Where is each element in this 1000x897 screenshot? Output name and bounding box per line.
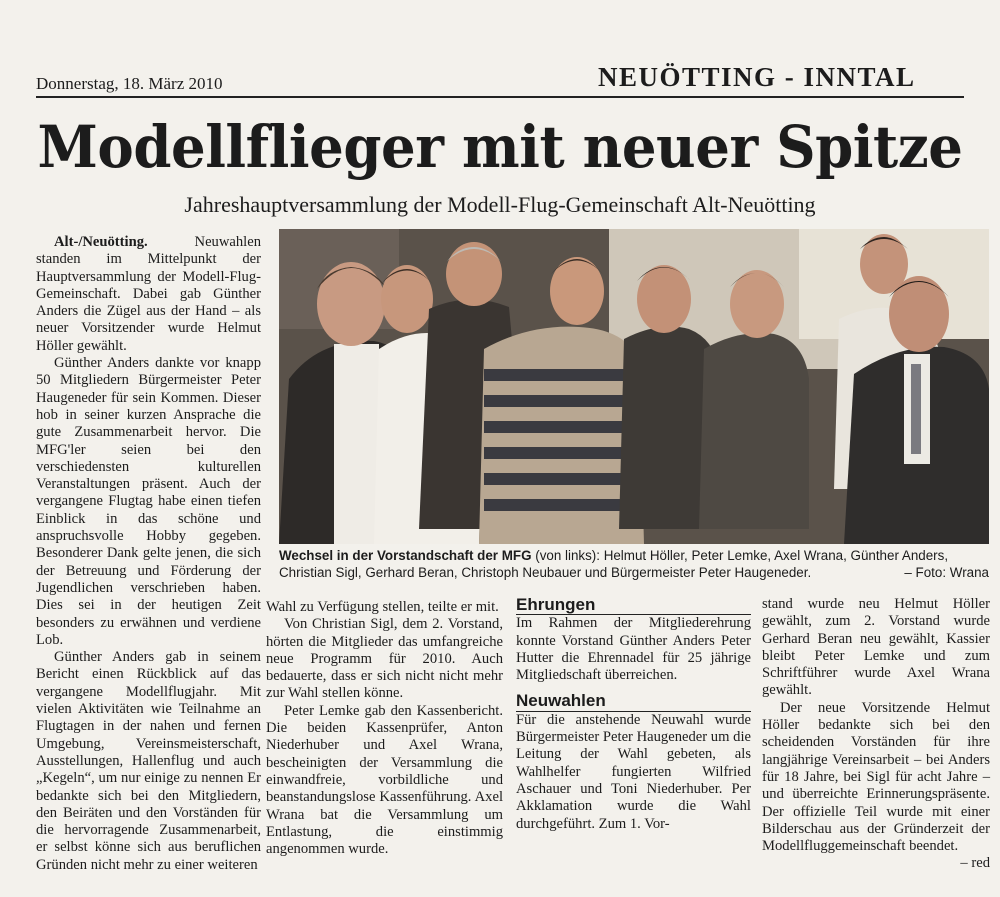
paragraph: Im Rahmen der Mitgliederehrung konnte Vorstand Günther Anders Peter Hutter die Ehrennadel für 25 jährige Mitgliedschaft überreichen. [516, 615, 751, 684]
paragraph: stand wurde neu Helmut Höller gewählt, zum 2. Vorstand wurde Gerhard Beran neu gewählt, Kassier bleibt Peter Lemke und zum Schriftführer wurde Axel Wrana gewählt. [762, 596, 990, 699]
dateline: Alt-/Neuötting. [54, 234, 148, 250]
paragraph: Günther Anders gab in seinem Bericht einen Rückblick auf das vergangene Modellflugjahr. Mit vielen Aktivitäten wie Teilnahme an Flugtagen in der nahen und fernen Umgebung, Vereinsmeisterschaft, Ausstellungen, Hallenflug und auch „Kegeln“, um nur einige zu nennen Er bedankte sich bei den Mitgliedern, den Beiräten und den Vorständen für die hervorragende Zusammenarbeit, er selbst könne sich aus beruflichen Gründen nicht mehr zu einer weiteren [36, 649, 261, 873]
article-column-1 [36, 234, 261, 874]
photo-credit: – Foto: Wrana [904, 565, 989, 580]
section-heading-ehrungen: Ehrungen [516, 596, 751, 615]
paragraph: Für die anstehende Neuwahl wurde Bürgermeister Peter Haugeneder um die Leitung der Wahl gebeten, als Wahlhelfer fungierten Wilfried Aschauer und Toni Niederhuber. Per Akklamation wurde die Wahl durchgeführt. Zum 1. Vor- [516, 711, 751, 832]
paragraph [36, 234, 261, 355]
paragraph-text: Neuwahlen standen im Mittelpunkt der Hauptversammlung der Modell-Flug-Gemeinschaft. Dabei gab Günther Anders die Zügel aus der Hand – als neuer Vorsitzender wurde Helmut Höller gewählt. [36, 234, 261, 354]
paragraph: Wahl zu Verfügung stellen, teilte er mit. [266, 599, 499, 615]
subheadline: Jahreshauptversammlung der Modell-Flug-Gemeinschaft Alt-Neuötting [184, 192, 816, 217]
paragraph: Günther Anders dankte vor knapp 50 Mitgliedern Bürgermeister Peter Haugeneder für sein Kommen. Dieser hob in seiner kurzen Ansprache die gute Zusammenarbeit hervor. Die MFG'ler seien bei den verschiedensten kulturellen Veranstaltungen präsent. Auch der vergangene Flugtag habe einen tiefen Einblick in das schöne und anspruchsvolle Hobby gegeben. Besonderer Dank gelte jenen, die sich der Betreuung und Förderung der Jugendlichen verschrieben haben. Dies sei in der heutigen Zeit besonders zu erwähnen und verdiene Lob. [36, 355, 261, 648]
article-column-4 [762, 596, 990, 873]
group-photo [279, 229, 989, 544]
section-title: NEUÖTTING - INNTAL [598, 62, 916, 92]
photo-illustration [279, 229, 989, 544]
paragraph: Der neue Vorsitzende Helmut Höller bedankte sich bei den scheidenden Vorständen für ihre langjährige Vereinsarbeit – bei Anders für 18 Jahre, bei Sigl für acht Jahre – und überreichte Erinnerungspräsente. Der offizielle Teil wurde mit einer Bilderschau aus der Gründerzeit der Modellfluggemeinschaft beendet. [762, 699, 990, 855]
article-column-2 [266, 599, 503, 858]
photo-caption [279, 547, 989, 581]
caption-text: (von links): Helmut Höller, Peter Lemke, Axel Wrana, Günther Anders, Christian Sigl, Gerhard Beran, Christoph Neubauer und Bürgermeister Peter Haugeneder. [279, 548, 949, 580]
paragraph: Peter Lemke gab den Kassenbericht. Die beiden Kassenprüfer, Anton Niederhuber und Axel Wrana, bescheinigten der Versammlung die einwandfreie, vorbildliche und beanstandungslose Kassenführung. Axel Wrana bat die Versammlung um Entlastung, die einstimmig angenommen wurde. [266, 702, 503, 858]
paragraph: Von Christian Sigl, dem 2. Vorstand, hörten die Mitglieder das umfangreiche neue Programm für 2010. Auch bedauerte, dass er sich nicht nicht mehr zur Wahl stellen könne. [266, 616, 503, 702]
caption-title: Wechsel in der Vorstandschaft der MFG [279, 548, 532, 563]
headline: Modellflieger mit neuer Spitze [37, 113, 963, 181]
section-heading-neuwahlen: Neuwahlen [516, 692, 751, 711]
article-column-3 [516, 596, 751, 833]
issue-date: Donnerstag, 18. März 2010 [36, 74, 223, 93]
header-rule [36, 96, 964, 98]
author-sign: – red [960, 855, 990, 872]
